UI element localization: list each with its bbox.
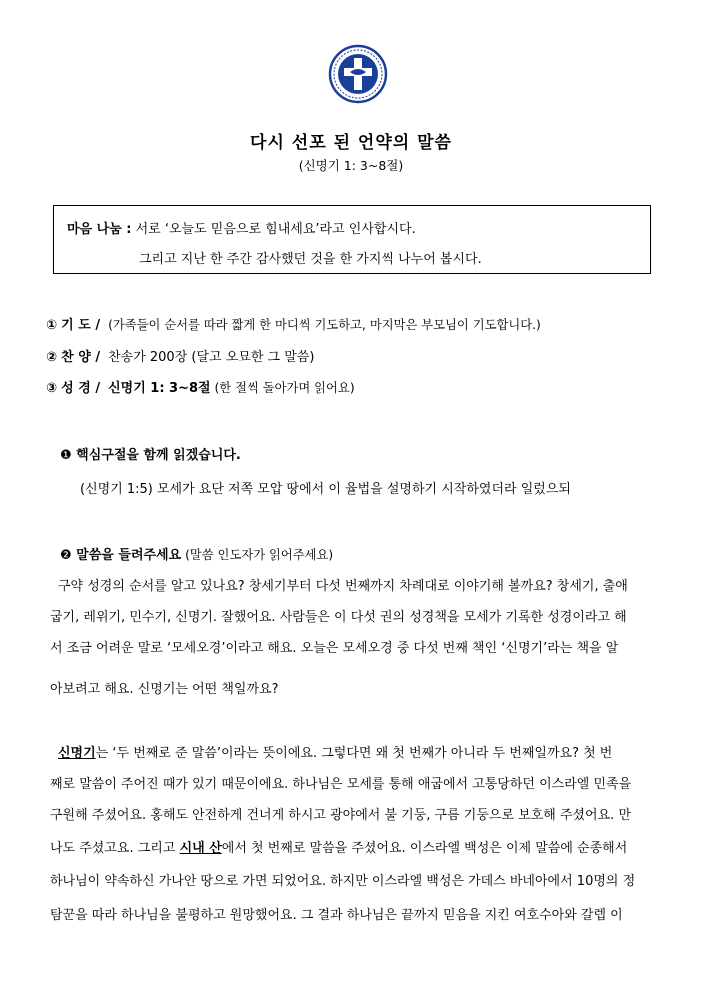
- paragraph-1-line-1: 구약 성경의 순서를 알고 있나요? 창세기부터 다섯 번째까지 차례대로 이야기해 볼까요? 창세기, 출애: [58, 579, 628, 594]
- page-subtitle: (신명기 1: 3~8절): [298, 158, 404, 173]
- sharing-line-2: 그리고 지난 한 주간 감사했던 것을 한 가지씩 나누어 봅시다.: [139, 252, 482, 267]
- paragraph-2-line-4-a: 나도 주셨고요. 그리고: [50, 841, 180, 856]
- paragraph-1-line-3: 서 조금 어려운 말로 ‘모세오경’이라고 해요. 오늘은 모세오경 중 다섯 번째 책인 ‘신명기’라는 책을 알: [50, 641, 619, 656]
- paragraph-1-line-2: 굽기, 레위기, 민수기, 신명기. 잘했어요. 사람들은 이 다섯 권의 성경책을 모세가 기록한 성경이라고 해: [50, 610, 627, 625]
- key-verse-title: 핵심구절을 함께 읽겠습니다.: [71, 448, 241, 463]
- key-verse-text: (신명기 1:5) 모세가 요단 저쪽 모압 땅에서 이 율법을 설명하기 시작하였더라 일렀으되: [80, 482, 571, 497]
- order-text: 찬송가 200장 (달고 오묘한 그 말씀): [108, 350, 315, 365]
- paragraph-2-line-6: 탐꾼을 따라 하나님을 불평하고 원망했어요. 그 결과 하나님은 끝까지 믿음을 지킨 여호수아와 갈렙 이: [50, 908, 623, 923]
- paragraph-2-line-1-text: 는 ‘두 번째로 준 말씀’이라는 뜻이에요. 그렇다면 왜 첫 번째가 아니라 두 번째일까요? 첫 번: [95, 746, 613, 761]
- page-title: 다시 선포 된 언약의 말씀: [250, 133, 452, 153]
- highlight-deuteronomy: 신명기: [58, 746, 96, 761]
- paragraph-2-line-5: 하나님이 약속하신 가나안 땅으로 가면 되었어요. 하지만 이스라엘 백성은 가데스 바네아에서 10명의 정: [50, 874, 636, 889]
- paragraph-1-line-4: 아보려고 해요. 신명기는 어떤 책일까요?: [50, 682, 279, 697]
- order-item-hymn: [46, 346, 314, 365]
- order-number: ①: [46, 318, 58, 333]
- order-text: (한 절씩 돌아가며 읽어요): [210, 381, 355, 395]
- bullet-two-icon: ❷: [60, 548, 72, 563]
- sharing-line-1: [67, 218, 416, 237]
- order-number: ③: [46, 381, 58, 396]
- paragraph-2-line-4-b: 에서 첫 번째로 말씀을 주셨어요. 이스라엘 백성은 이제 말씀에 순종해서: [221, 841, 628, 856]
- sharing-label: 마음 나눔 :: [67, 222, 132, 237]
- order-label: 성 경 /: [61, 381, 101, 396]
- sharing-text-1: 서로 ‘오늘도 믿음으로 힘내세요’라고 인사합시다.: [131, 222, 416, 237]
- message-heading: [60, 544, 333, 563]
- paragraph-2-line-4: [50, 837, 627, 856]
- key-verse-heading: [60, 444, 241, 463]
- order-number: ②: [46, 350, 58, 365]
- sharing-box: [53, 205, 651, 274]
- highlight-mount-sinai: 시내 산: [179, 841, 222, 856]
- message-title: 말씀을 들려주세요: [71, 548, 182, 563]
- order-label: 기 도 /: [61, 318, 101, 333]
- scripture-reference: 신명기 1: 3~8절: [108, 381, 211, 396]
- message-note: (말씀 인도자가 읽어주세요): [181, 548, 334, 562]
- order-item-prayer: [46, 314, 541, 333]
- order-text: (가족들이 순서를 따라 짧게 한 마디씩 기도하고, 마지막은 부모님이 기도합니다.): [108, 318, 541, 332]
- paragraph-2-line-1: [58, 742, 612, 761]
- order-item-scripture: [46, 377, 355, 396]
- church-logo: [328, 44, 388, 104]
- order-label: 찬 양 /: [61, 350, 101, 365]
- paragraph-2-line-3: 구원해 주셨어요. 홍해도 안전하게 건너게 하시고 광야에서 불 기둥, 구름 기둥으로 보호해 주셨어요. 만: [50, 808, 631, 823]
- church-seal-icon: [328, 44, 388, 104]
- bullet-one-icon: ❶: [60, 448, 72, 463]
- paragraph-2-line-2: 째로 말씀이 주어진 때가 있기 때문이에요. 하나님은 모세를 통해 애굽에서 고통당하던 이스라엘 민족을: [50, 777, 632, 792]
